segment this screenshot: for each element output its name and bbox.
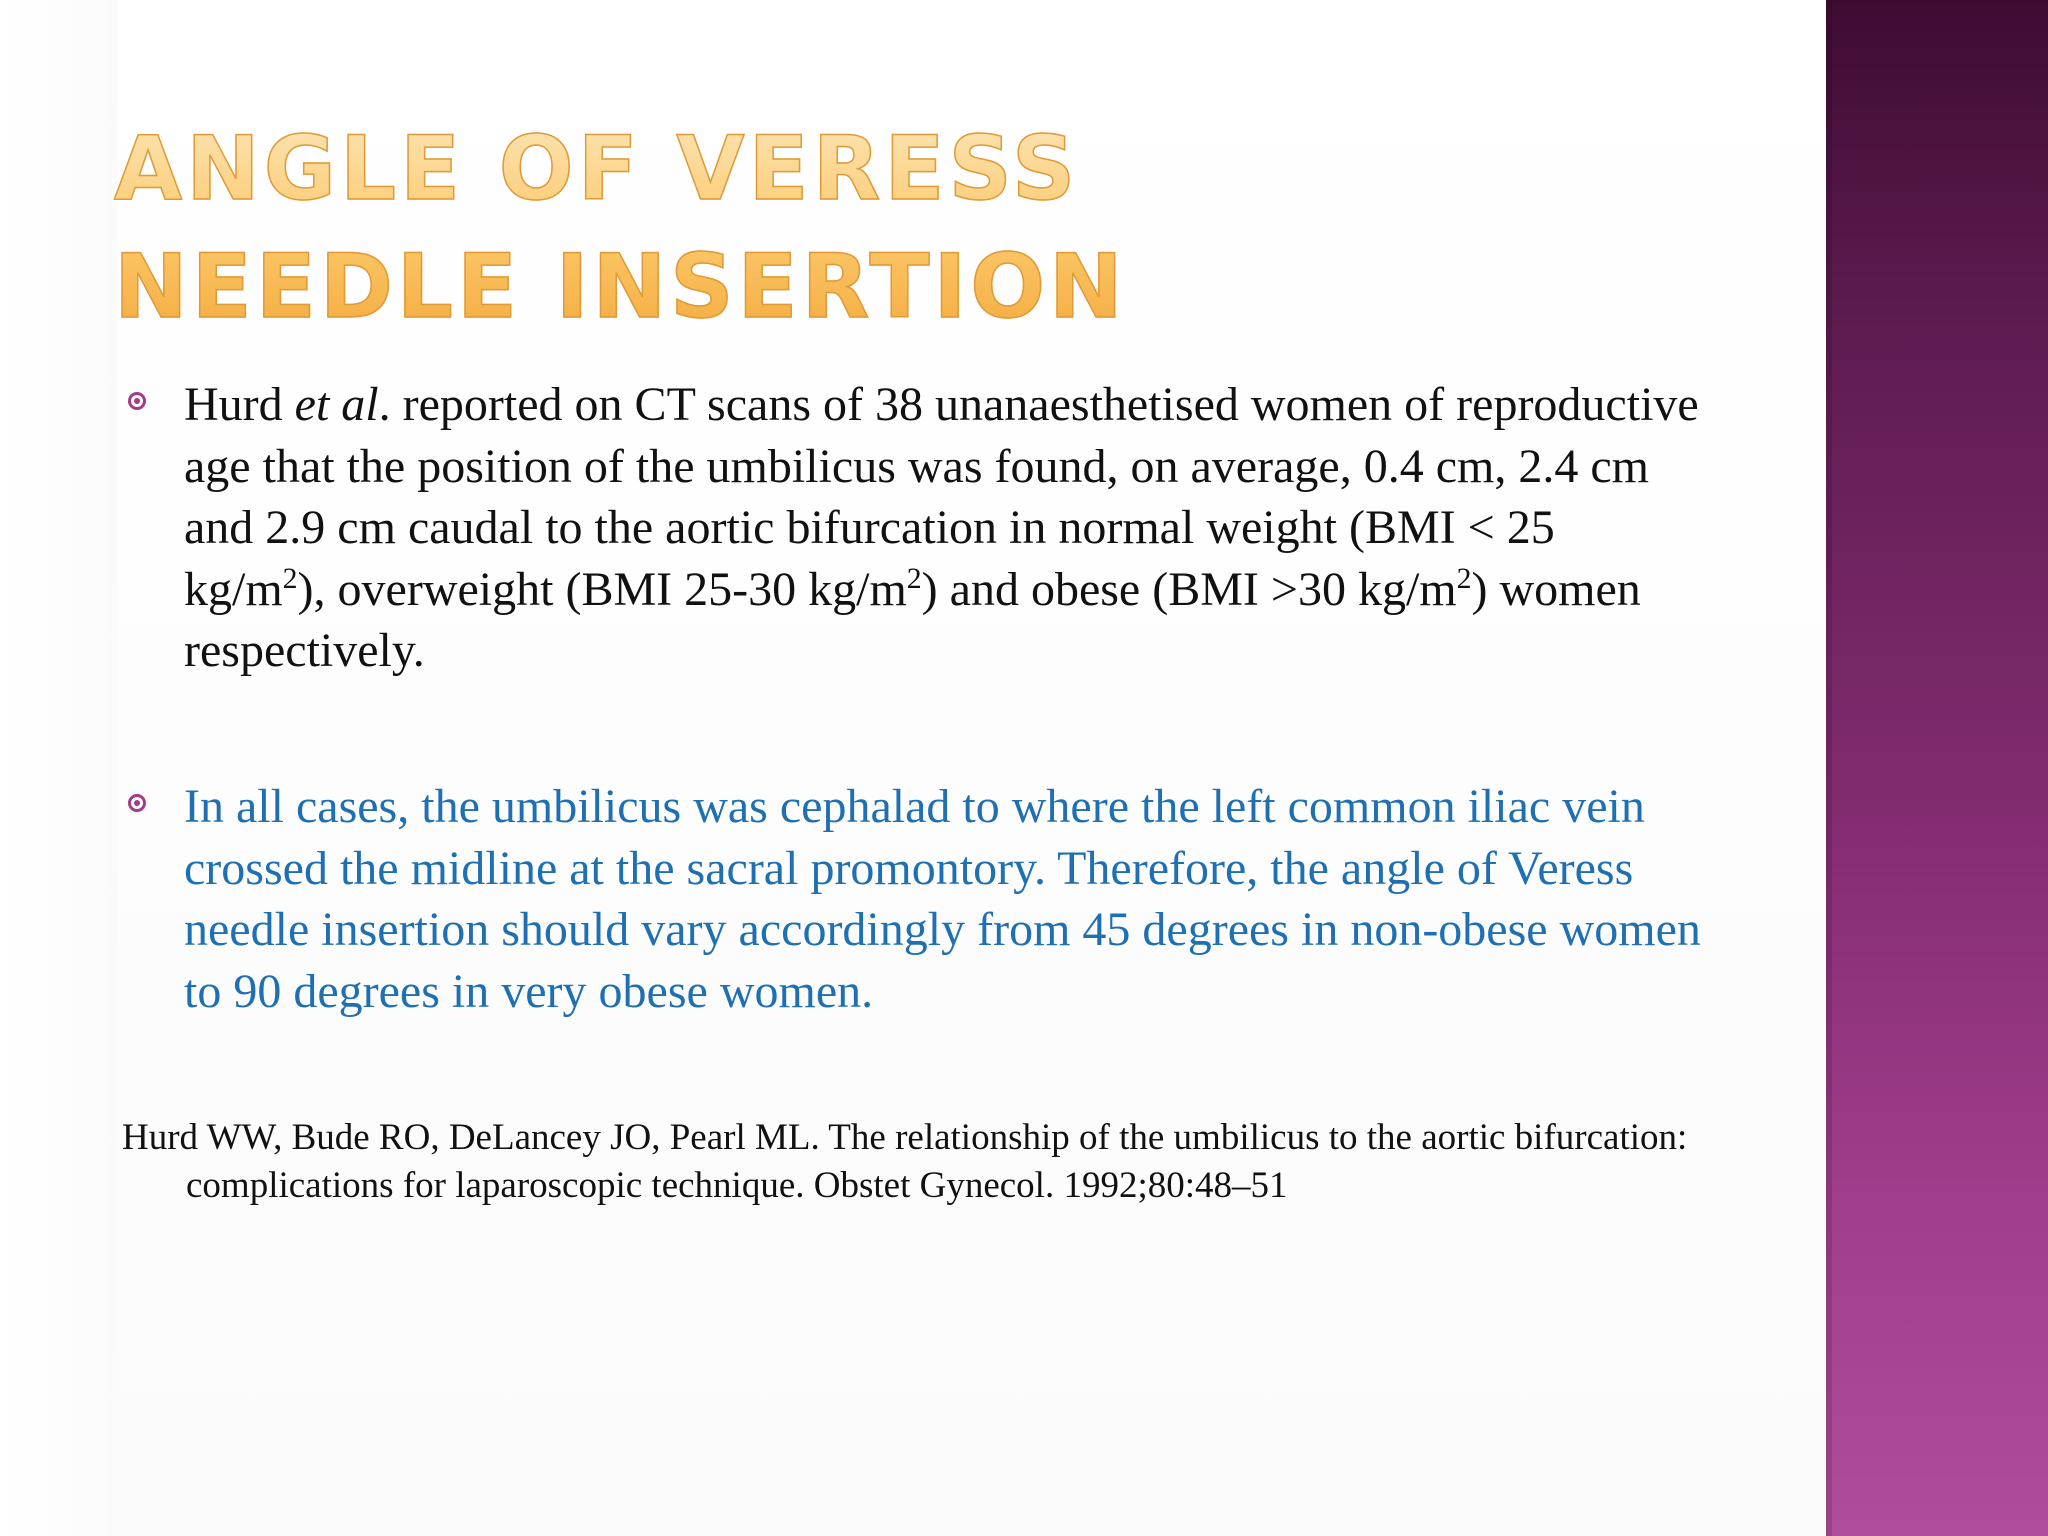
reference-citation: Hurd WW, Bude RO, DeLancey JO, Pearl ML. The relationship of the umbilicus to the aortic bifurcation: complications for laparoscopic technique. Obstet Gynecol. 1992;80:48–51 [122, 1117, 1688, 1206]
slide-left-edge [0, 0, 118, 1536]
decorative-side-bar [1826, 0, 2048, 1536]
circle-bullet-icon [128, 392, 146, 410]
superscript-2: 2 [282, 561, 298, 595]
bullet-text-2: In all cases, the umbilicus was cephalad to where the left common iliac vein crossed the midline at the sacral promontory. Therefore, the angle of Veress needle insertion should vary accordingly from 45 degrees in non-obese women to 90 degrees in very obese women. [184, 780, 1701, 1018]
superscript-2: 2 [1456, 561, 1472, 595]
circle-bullet-icon [128, 794, 146, 812]
superscript-2: 2 [906, 561, 922, 595]
et-al-italic: et al [294, 378, 379, 431]
bullet-text-1: Hurd et al. reported on CT scans of 38 unanaesthetised women of reproductive age that the position of the umbilicus was found, on average, 0.4 cm, 2.4 cm and 2.9 cm caudal to the aortic bifurcation in normal weight (BMI < 25 $kg/m^2$), overweight (BMI 25-30 $kg/m^2$) and obese (BMI >30 $kg/m^2$) women respectively. [184, 378, 1699, 677]
slide-title: ANGLE OF VERESS NEEDLE INSERTION [114, 110, 1414, 346]
